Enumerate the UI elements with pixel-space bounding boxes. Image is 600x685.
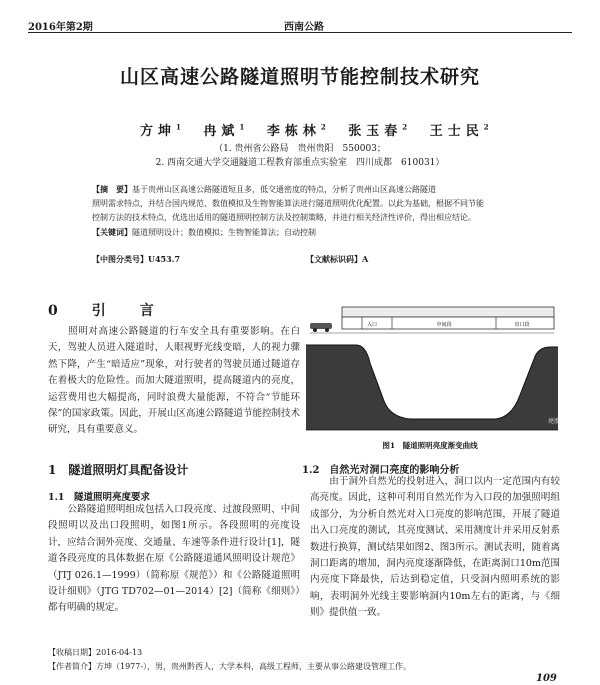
zone-label-exit: 出口段: [514, 322, 530, 328]
running-header: [28, 18, 572, 33]
subsection-heading-1-2: 1.2 自然光对洞口亮度的影响分析: [302, 465, 460, 476]
author-list: [140, 120, 507, 139]
axis-label: 亮度: [548, 418, 560, 425]
car-icon: [310, 323, 332, 332]
paper-title: 山区高速公路隧道照明节能控制技术研究: [119, 66, 480, 88]
affiliation-2: 2. 西南交通大学交通隧道工程教育部重点实验室 四川成都 610031）: [155, 158, 445, 168]
author-3: 李栋林$^2$: [266, 122, 326, 139]
tunnel-roof: [342, 307, 554, 317]
author-bio-footnote: 【作者简介】方坤（1977-），男，贵州黔西人，大学本科，高级工程师，主要从事公路建设管理工作。: [48, 662, 412, 671]
abstract-line: 控制方法的技术特点，优选出适用的隧道照明控制方法及控制策略，并进行相关经济性评价，得出相应结论。: [92, 213, 476, 222]
tunnel-luminance-figure: [300, 305, 560, 435]
page-number: 109: [536, 673, 557, 684]
affiliation-1: （1. 贵州省公路局 贵州贵阳 550003；: [214, 144, 386, 154]
zone-label-middle: 中间段: [436, 322, 452, 328]
keywords-line: 【关键词】隧道照明设计；数值模拟；生物智能算法；自动控制: [92, 227, 316, 237]
author-5: 王士民$^2$: [429, 122, 489, 139]
intro-paragraph: 照明对高速公路隧道的行车安全具有重要影响。在白天，驾驶人员进入隧道时，人眼视野光线变暗，人的视力骤然下降，产生“暗适应”现象，对行驶者的驾驶员通过隧道存在着极大的危险性。而加大隧道照明，提高隧道内的亮度，运营费用也大幅提高，同时浪费大量能源，不符合“节能环保”的国家政策。因此，开展山区高速公路隧道节能控制技术研究，具有重要意义。: [48, 326, 300, 436]
issue-label: 2016年第2期: [28, 22, 93, 33]
subsection-heading-1-1: 1.1 隧道照明亮度要求: [48, 492, 151, 503]
figure-caption: 图1 隧道照明亮度渐变曲线: [382, 441, 478, 450]
paragraph-1-1: 公路隧道照明组成包括入口段亮度、过渡段照明、中间段照明以及出口段照明，如图1所示。各段照明的亮度设计，应结合洞外亮度、交通量、车速等条件进行设计[1]，隧道各段亮度的具体数据在原《公路隧道通风照明设计规范》（JTJ 026.1—1999）（简称原《规范》）和《公路隧道照明设计细则》（JTG TD702—01—2014）[2]（简称《细则》）都有明确的规定。: [48, 504, 300, 614]
tunnel-zone-strip: [342, 307, 554, 329]
luminance-curve-area: [306, 345, 558, 430]
author-4: 张玉春$^2$: [348, 122, 408, 139]
paragraph-1-2: 由于洞外自然光的投射进入，洞口以内一定范围内有较高亮度。因此，这种可利用自然光作为入口段的加强照明组成部分，为分析自然光对入口亮度的影响范围，开展了隧道出入口亮度的测试，其亮度测试、采用测度计并采用反射系数进行换算，测试结果如图2、图3所示。测试表明，随着离洞口距离的增加，洞内亮度逐渐降低，在距离洞口10m范围内亮度下降最快，后达到稳定值，只受洞内照明系统的影响，表明洞外光线主要影响洞内10m左右的距离，与《细则》提供值一致。: [310, 476, 560, 619]
abstract-line: 【摘 要】基于贵州山区高速公路隧道短且多，低交通密度的特点，分析了贵州山区高速公路隧道: [92, 184, 436, 194]
classification-line: 【中图分类号】U453.7 【文献标识码】A: [92, 254, 369, 264]
journal-name: 西南公路: [284, 22, 324, 33]
section-heading-1: 1 隧道照明灯具配备设计: [48, 463, 189, 477]
author-1: 方坤$^1$: [140, 122, 181, 139]
received-date-footnote: 【收稿日期】2016-04-13: [48, 648, 143, 657]
zone-label-entrance: 入口: [366, 322, 378, 328]
author-2: 冉斌$^1$: [203, 122, 245, 139]
abstract-block: [92, 182, 522, 264]
abstract-line: 照明需求特点，并结合国内规范、数值模拟及生物智能算法进行隧道照明优化配置。以此为基础，根据不同节能: [92, 199, 484, 208]
section-heading-intro: 0 引 言: [48, 303, 164, 319]
